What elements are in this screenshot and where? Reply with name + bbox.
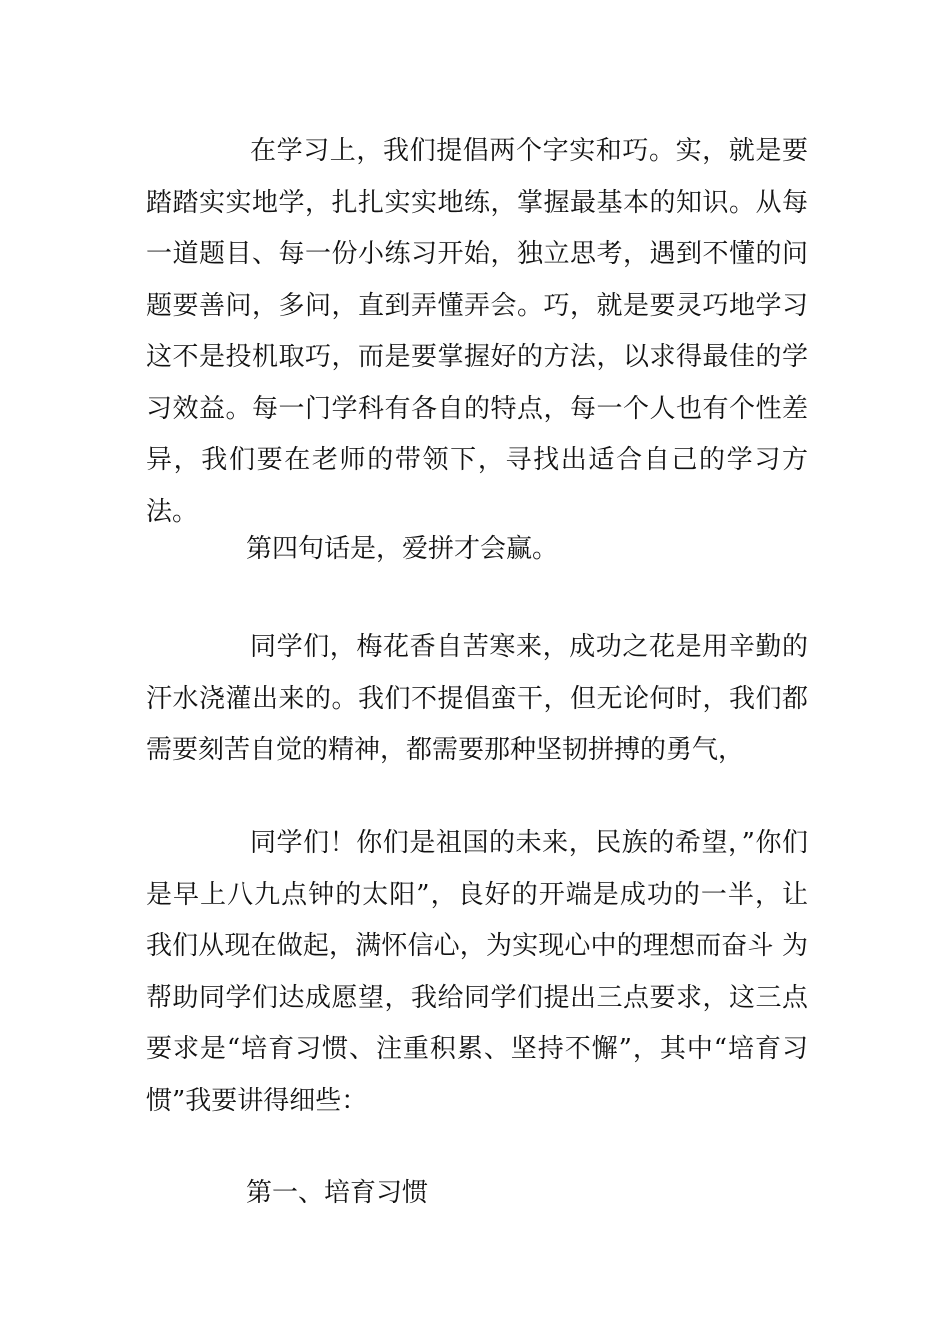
heading-first-habit: 第一、培育习惯: [246, 1178, 429, 1208]
heading-fourth-saying: 第四句话是，爱拼才会赢。: [246, 534, 559, 564]
paragraph-requirements: 同学们！你们是祖国的未来，民族的希望，”你们是早上八九点钟的太阳”，良好的开端是成功的一半，让我们从现在做起，满怀信心，为实现心中的理想而奋斗 为帮助同学们达成愿望，我给同学们提出三点要求，这三点要求是“培育习惯、注重积累、坚持不懈”，其中“培育习惯”我要讲得细些：: [146, 828, 808, 1116]
paragraph-study-method: 在学习上，我们提倡两个字实和巧。实，就是要踏踏实实地学，扎扎实实地练，掌握最基本的知识。从每一道题目、每一份小练习开始，独立思考，遇到不懂的问题要善问，多问，直到弄懂弄会。巧，就是要灵巧地学习这不是投机取巧，而是要掌握好的方法，以求得最佳的学习效益。每一门学科有各自的特点，每一个人也有个性差异，我们要在老师的带领下，寻找出适合自己的学习方法。: [146, 136, 808, 527]
paragraph-hard-work: 同学们，梅花香自苦寒来，成功之花是用辛勤的汗水浇灌出来的。我们不提倡蛮干，但无论何时，我们都需要刻苦自觉的精神，都需要那种坚韧拼搏的勇气，: [146, 632, 808, 765]
